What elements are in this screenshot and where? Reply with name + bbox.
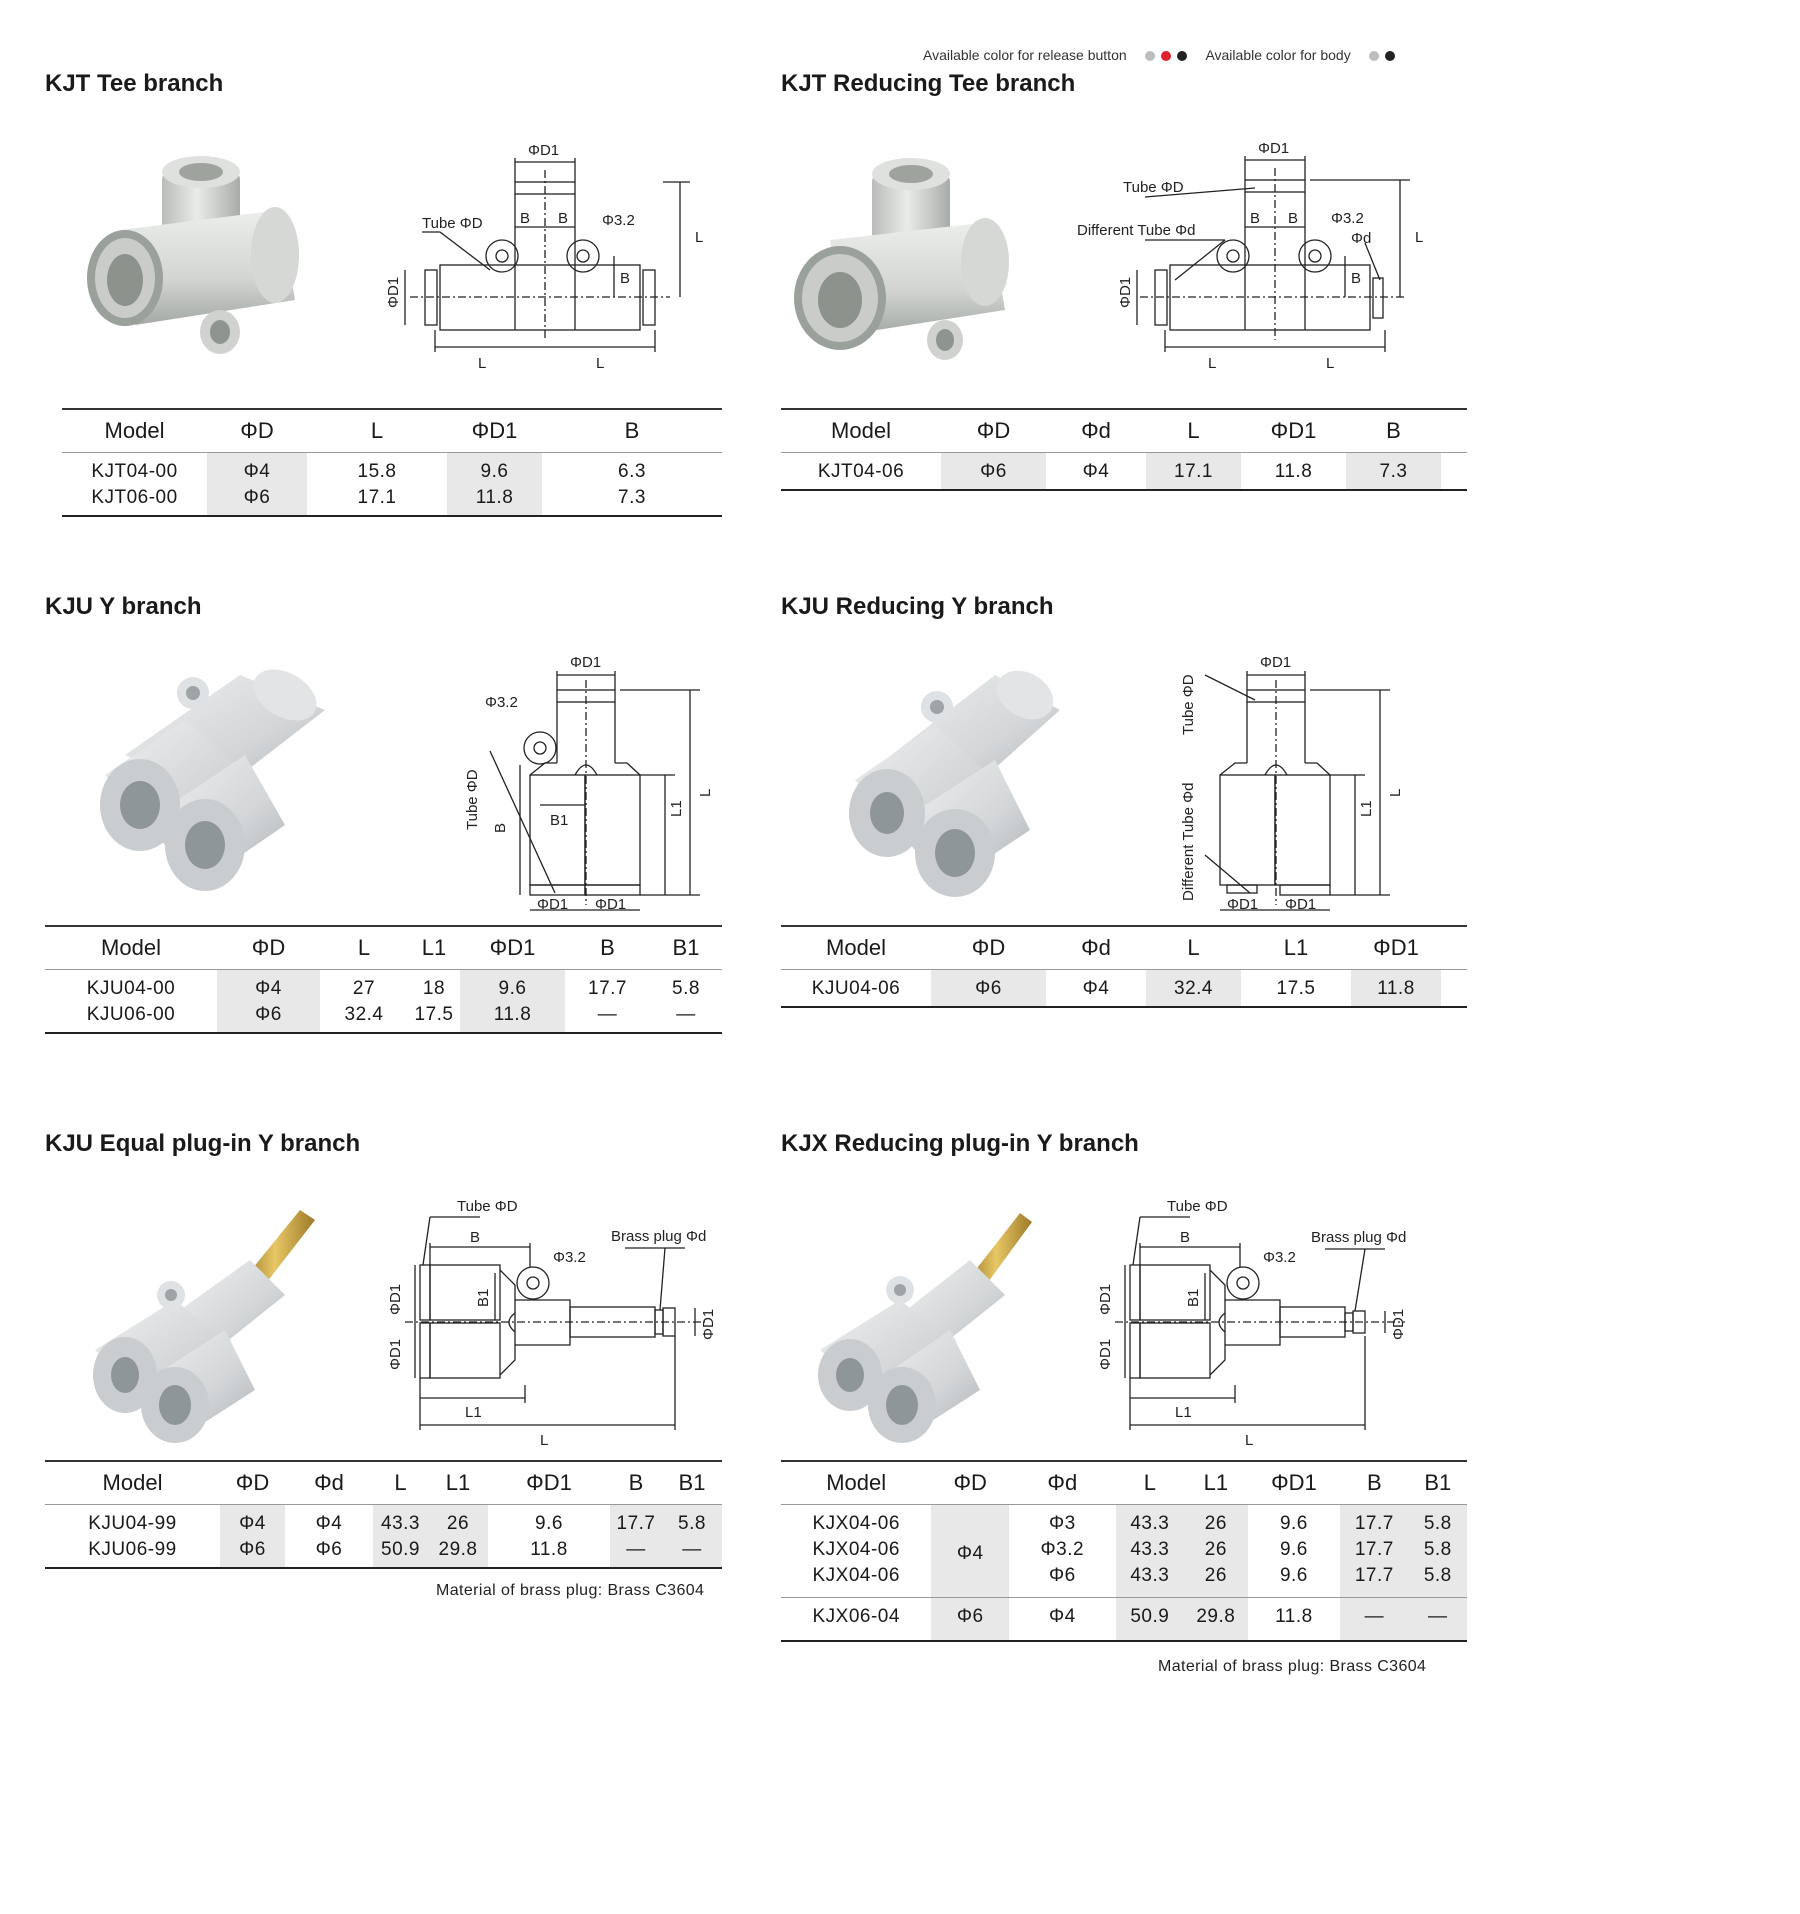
dim-label: Tube ΦD [457, 1198, 518, 1215]
column-header: B [565, 926, 650, 970]
dim-label: Brass plug Φd [611, 1228, 707, 1245]
table-row [781, 453, 1467, 491]
dim-label: ΦD1 [1260, 654, 1292, 671]
table-cell: Φ6 [1048, 1565, 1076, 1586]
column-header: ΦD [931, 1461, 1009, 1505]
column-header: L [1116, 1461, 1184, 1505]
kjt-reducing-drawing [1075, 140, 1435, 380]
dim-label: L [1387, 788, 1404, 797]
table-cell: KJX04-06 [812, 1513, 900, 1534]
table-cell: 9.6 [460, 970, 565, 1003]
table-cell: 18 [422, 978, 446, 999]
column-header: B1 [650, 926, 722, 970]
dim-label: ΦD1 [700, 1308, 717, 1340]
dim-label: Brass plug Φd [1311, 1229, 1407, 1246]
material-note: Material of brass plug: Brass C3604 [1158, 1658, 1427, 1675]
table-cell: 6.3 [618, 461, 646, 482]
table-cell: 50.9 [373, 1537, 428, 1568]
table-cell: KJU04-06 [781, 970, 931, 1008]
table-cell: 11.8 [488, 1537, 610, 1568]
table-cell: 9.6 [1279, 1539, 1308, 1560]
kju-reducing-drawing [1165, 655, 1425, 920]
table-row [45, 1002, 722, 1033]
dim-label: ΦD1 [528, 142, 560, 159]
dim-label: L [1326, 355, 1335, 372]
table-cell: KJT04-06 [781, 453, 941, 491]
table-cell: 5.8 [1409, 1563, 1467, 1598]
column-header: ΦD [220, 1461, 285, 1505]
table-cell: 17.5 [1241, 970, 1351, 1008]
table-cell: 17.7 [1340, 1537, 1408, 1563]
table-cell: Φ4 [315, 1513, 343, 1534]
table-cell: Φ3.2 [1040, 1539, 1085, 1560]
column-header: L1 [1184, 1461, 1248, 1505]
dim-label: L [478, 355, 487, 372]
dim-label: L [540, 1432, 549, 1449]
kju-reducing-photo [845, 665, 1085, 895]
table-cell: 32.4 [1146, 970, 1241, 1008]
column-header: L [1146, 926, 1241, 970]
dim-label: ΦD1 [387, 1283, 404, 1315]
dim-label: ΦD1 [385, 276, 402, 308]
table-cell: Φ4 [1009, 1598, 1116, 1642]
table-cell: Φ6 [285, 1537, 373, 1568]
table-cell: Φ4 [1046, 453, 1146, 491]
column-header: Model [781, 1461, 931, 1505]
dim-label: Φ3.2 [553, 1249, 586, 1266]
table-cell: 11.8 [1241, 453, 1346, 491]
table-cell: Φ6 [931, 1598, 1009, 1642]
body-color-swatch [1369, 51, 1379, 61]
spec-table [45, 925, 722, 1034]
dim-label: B1 [475, 1288, 492, 1307]
table-cell: 5.8 [672, 978, 700, 999]
kju-plug-drawing [375, 1195, 735, 1455]
column-header: Model [45, 1461, 220, 1505]
table-row [45, 1537, 722, 1568]
dim-label: L [1415, 229, 1424, 246]
column-header: ΦD [941, 409, 1046, 453]
dim-label: L1 [668, 800, 685, 817]
column-header: Φd [285, 1461, 373, 1505]
dim-label: Φ3.2 [485, 694, 518, 711]
table-cell: Φ6 [941, 453, 1046, 491]
dim-label: B1 [1185, 1288, 1202, 1307]
column-header: ΦD1 [447, 409, 542, 453]
table-cell: 17.7 [1340, 1563, 1408, 1598]
dim-label: L1 [1358, 800, 1375, 817]
spec-table [781, 408, 1467, 491]
table-cell: 50.9 [1116, 1598, 1184, 1642]
dim-label: L1 [465, 1404, 482, 1421]
column-header: B [610, 1461, 662, 1505]
dim-label: Different Tube Φd [1077, 222, 1196, 239]
spec-table [781, 1460, 1467, 1642]
column-header: B [1346, 409, 1441, 453]
dim-label: B [470, 1229, 481, 1246]
table-cell: Φ6 [220, 1537, 285, 1568]
column-header: ΦD1 [460, 926, 565, 970]
column-header: L1 [408, 926, 460, 970]
table-row [781, 970, 1467, 1008]
release-color-swatch [1177, 51, 1187, 61]
table-cell: 7.3 [1346, 453, 1441, 491]
table-cell: KJU04-99 [88, 1513, 177, 1534]
section-title: KJT Tee branch [45, 70, 224, 97]
dim-label: Tube ΦD [464, 769, 481, 830]
kjt-tee-drawing [380, 140, 704, 380]
table-cell: 15.8 [357, 461, 397, 482]
table-cell: Φ6 [207, 485, 307, 516]
table-cell: KJU04-00 [86, 978, 176, 999]
table-cell: — [1340, 1598, 1408, 1642]
dim-label: ΦD1 [1258, 140, 1290, 157]
table-cell: — [1409, 1598, 1467, 1642]
table-row [62, 453, 722, 486]
table-cell: 11.8 [1248, 1598, 1340, 1642]
dim-label: ΦD1 [1097, 1338, 1114, 1370]
table-row [45, 970, 722, 1003]
dim-label: B [520, 210, 531, 227]
table-cell: KJX04-06 [812, 1539, 900, 1560]
kjt-tee-photo [80, 150, 320, 380]
column-header: B1 [1409, 1461, 1467, 1505]
table-cell: Φ3 [1048, 1513, 1076, 1534]
column-header: L [373, 1461, 428, 1505]
dim-label: Tube ΦD [1123, 179, 1184, 196]
table-row [781, 1505, 1467, 1538]
table-cell: KJT04-00 [91, 461, 178, 482]
dim-label: L [596, 355, 605, 372]
dim-label: ΦD1 [1227, 896, 1259, 913]
kjx-plug-photo [810, 1205, 1050, 1445]
table-row [781, 1537, 1467, 1563]
column-header: ΦD [931, 926, 1046, 970]
column-header: Φd [1009, 1461, 1116, 1505]
table-cell: 43.3 [1116, 1505, 1184, 1538]
column-header: L1 [1241, 926, 1351, 970]
table-row [62, 485, 722, 516]
column-header: ΦD1 [1248, 1461, 1340, 1505]
table-cell: KJX06-04 [781, 1598, 931, 1642]
dim-label: B [1250, 210, 1261, 227]
column-header: Model [62, 409, 207, 453]
table-cell: 7.3 [542, 485, 722, 516]
table-cell: 9.6 [447, 453, 542, 486]
table-cell: 17.7 [588, 978, 627, 999]
release-button-color-label: Available color for release button [923, 47, 1127, 63]
dim-label: Φ3.2 [602, 212, 635, 229]
dim-label: L [697, 788, 714, 797]
table-cell: 17.7 [1340, 1505, 1408, 1538]
dim-label: ΦD1 [1097, 1283, 1114, 1315]
kju-y-drawing [455, 655, 745, 915]
table-cell: KJU06-00 [45, 1002, 217, 1033]
color-legend [923, 47, 1398, 63]
table-cell: 9.6 [1279, 1513, 1308, 1534]
table-cell: KJU06-99 [45, 1537, 220, 1568]
dim-label: L1 [1175, 1404, 1192, 1421]
column-header: Φd [1046, 409, 1146, 453]
column-header: ΦD [217, 926, 320, 970]
column-header: L [307, 409, 447, 453]
dim-label: B [558, 210, 569, 227]
table-cell: 26 [1184, 1537, 1248, 1563]
table-cell: 17.1 [307, 485, 447, 516]
release-color-swatch [1161, 51, 1171, 61]
table-row [781, 1563, 1467, 1598]
table-row [45, 1505, 722, 1538]
spec-table [45, 1460, 722, 1569]
dim-label: B [620, 270, 631, 287]
dim-label: ΦD1 [1390, 1308, 1407, 1340]
table-cell: 5.8 [662, 1505, 722, 1538]
dim-label: Different Tube Φd [1180, 782, 1197, 901]
table-cell: 26 [428, 1505, 488, 1538]
kjx-plug-drawing [1085, 1195, 1445, 1455]
dim-label: Φ3.2 [1263, 1249, 1296, 1266]
column-header: Model [45, 926, 217, 970]
column-header: L [1146, 409, 1241, 453]
kjt-reducing-photo [790, 150, 1030, 380]
table-cell: 43.3 [373, 1505, 428, 1538]
column-header: B1 [662, 1461, 722, 1505]
column-header: ΦD1 [488, 1461, 610, 1505]
dim-label: ΦD1 [387, 1338, 404, 1370]
release-color-swatch [1145, 51, 1155, 61]
column-header: Φd [1046, 926, 1146, 970]
table-cell: 11.8 [1351, 970, 1441, 1008]
table-cell: 43.3 [1116, 1537, 1184, 1563]
material-note: Material of brass plug: Brass C3604 [436, 1582, 705, 1599]
column-header: Model [781, 409, 941, 453]
table-cell: 17.7 [610, 1505, 662, 1538]
dim-label: Tube ΦD [422, 215, 483, 232]
table-cell: 11.8 [460, 1002, 565, 1033]
table-cell: — [662, 1537, 722, 1568]
table-cell: KJX04-06 [812, 1565, 900, 1586]
dim-label: ΦD1 [1117, 276, 1134, 308]
column-header: ΦD1 [1241, 409, 1346, 453]
dim-label: ΦD1 [570, 654, 602, 671]
dim-label: Φd [1351, 230, 1372, 247]
dim-label: ΦD1 [537, 896, 569, 913]
table-cell: — [610, 1537, 662, 1568]
table-cell: 29.8 [1184, 1598, 1248, 1642]
table-cell: Φ4 [931, 1505, 1009, 1598]
table-cell: 9.6 [535, 1513, 563, 1534]
table-cell: Φ4 [207, 453, 307, 486]
column-header: L1 [428, 1461, 488, 1505]
table-cell: Φ4 [1046, 970, 1146, 1008]
dim-label: B [1288, 210, 1299, 227]
column-header: B [1340, 1461, 1408, 1505]
dim-label: Φ3.2 [1331, 210, 1364, 227]
kju-y-photo [95, 665, 335, 895]
dim-label: B [1180, 1229, 1191, 1246]
table-cell: 26 [1184, 1505, 1248, 1538]
table-cell: Φ4 [217, 970, 320, 1003]
table-cell: Φ6 [931, 970, 1046, 1008]
column-header: Model [781, 926, 931, 970]
table-cell: — [565, 1002, 650, 1033]
column-header: B [542, 409, 722, 453]
column-header: ΦD [207, 409, 307, 453]
section-title: KJX Reducing plug-in Y branch [781, 1130, 1139, 1157]
dim-label: Tube ΦD [1167, 1198, 1228, 1215]
dim-label: L [1245, 1432, 1254, 1449]
table-cell: 17.1 [1146, 453, 1241, 491]
table-row [781, 1598, 1467, 1642]
table-cell: 17.5 [408, 1002, 460, 1033]
spec-table [62, 408, 722, 517]
kju-plug-photo [85, 1200, 325, 1450]
body-color-label: Available color for body [1205, 47, 1351, 63]
table-cell: 29.8 [428, 1537, 488, 1568]
table-cell: 32.4 [320, 1002, 408, 1033]
table-cell: 11.8 [447, 485, 542, 516]
section-title: KJU Y branch [45, 593, 202, 620]
dim-label: B [1351, 270, 1362, 287]
dim-label: L [695, 229, 704, 246]
dim-label: ΦD1 [595, 896, 627, 913]
table-cell: 43.3 [1116, 1563, 1184, 1598]
dim-label: ΦD1 [1285, 896, 1317, 913]
column-header: ΦD1 [1351, 926, 1441, 970]
table-cell: 9.6 [1279, 1565, 1308, 1586]
table-cell: 5.8 [1409, 1505, 1467, 1538]
spec-table [781, 925, 1467, 1008]
table-cell: Φ6 [217, 1002, 320, 1033]
dim-label: B [492, 822, 509, 833]
table-cell: 27 [352, 978, 376, 999]
body-color-swatch [1385, 51, 1395, 61]
dim-label: L [1208, 355, 1217, 372]
table-cell: — [650, 1002, 722, 1033]
dim-label: B1 [550, 812, 569, 829]
column-header: L [320, 926, 408, 970]
section-title: KJT Reducing Tee branch [781, 70, 1076, 97]
table-cell: 26 [1184, 1563, 1248, 1598]
table-cell: 5.8 [1409, 1537, 1467, 1563]
section-title: KJU Reducing Y branch [781, 593, 1054, 620]
table-cell: KJT06-00 [62, 485, 207, 516]
dim-label: Tube ΦD [1180, 674, 1197, 735]
table-cell: Φ4 [220, 1505, 285, 1538]
section-title: KJU Equal plug-in Y branch [45, 1130, 361, 1157]
